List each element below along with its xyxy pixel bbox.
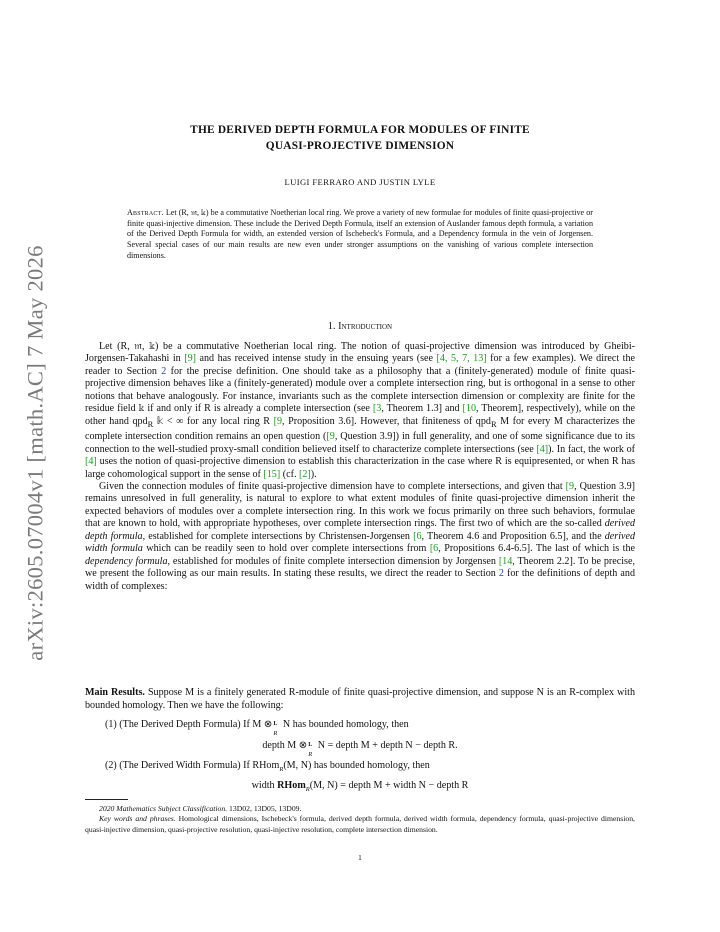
section-heading: [85, 321, 635, 332]
arxiv-stamp-text: arXiv:2605.07004v1 [math.AC] 7 May 2026: [23, 245, 48, 661]
title-line-1: THE DERIVED DEPTH FORMULA FOR MODULES OF FINITE: [190, 124, 530, 136]
footnote-rule: [85, 799, 128, 800]
citation-link[interactable]: [9]: [184, 353, 196, 365]
abstract-label: Abstract.: [127, 208, 164, 217]
citation-link[interactable]: [4, 5, 7, 13]: [436, 353, 487, 365]
main-results-text: Suppose M is a finitely generated R-module of finite quasi-projective dimension, and suppose N is an R-complex with bounded homology. Then we have the following:: [85, 687, 635, 711]
intro-paragraph-1: Let (R, 𝔪, 𝕜) be a commutative Noetherian local ring. The notion of quasi-projective dimension was introduced by Gheibi-Jorgensen-Takahashi in [9] and has received intense study in the ensuing years (see [4, 5, 7, 13] for a few examples). We direct the reader to Section 2 for the precise definition. One should take as a philosophy that a (finitely-generated) module of finite quasi-projective dimension behaves like a (finitely-generated) module over a complete intersection ring, but is orthogonal in a sense to other notions that behave analogously. For instance, invariants such as the complete intersection dimension or complexity are finite for the residue field 𝕜 if and only if R is already a complete intersection (see [3, Theorem 1.3] and [10, Theorem], respectively), while on the other hand qpd$_R$ 𝕜 < ∞ for any local ring R [9, Proposition 3.6]. However, that finiteness of qpd$_R$ M for every M characterizes the complete intersection condition remains an open question ([9, Question 3.9]) in full generality, and one of some significance due to its connection to the well-studied proxy-small condition believed itself to characterize complete intersections (see [4]). In fact, the work of [4] uses the notion of quasi-projective dimension to establish this characterization in the case where R is equipresented, or when R has large cohomological support in the sense of [15] (cf. [2]).: [85, 341, 636, 480]
main-results-statement: [85, 687, 635, 712]
intro-paragraph-2: Given the connection modules of finite quasi-projective dimension have to complete intersections, and given that [9, Question 3.9] remains unresolved in full generality, is natural to explore to what extent modules of finite quasi-projective dimension inherit the expected behaviors of modules over a complete intersection ring. In this work we focus primarily on three such behaviors, formulae that are known to hold, with appropriate hypotheses, over complete intersection rings. The first two of which are the so-called derived depth formula, established for complete intersections by Christensen-Jorgensen [6, Theorem 4.6 and Proposition 6.5], and the derived width formula which can be readily seen to hold over complete intersections from [6, Propositions 6.4-6.5]. The last of which is the dependency formula, established for modules of finite complete intersection dimension by Jorgensen [14, Theorem 2.2]. To be precise, we present the following as our main results. In stating these results, we direct the reader to Section 2 for the definitions of depth and width of complexes:: [85, 481, 636, 592]
result-item-2: (2) (The Derived Width Formula) If RHom$_R$(M, N) has bounded homology, then: [105, 760, 430, 774]
footnotes: [85, 804, 635, 835]
section-reference-link[interactable]: 2: [161, 365, 167, 377]
arxiv-identifier-stamp: [16, 245, 56, 661]
citation-link[interactable]: [14: [498, 555, 513, 567]
title-line-2: QUASI-PROJECTIVE DIMENSION: [265, 140, 455, 152]
msc-footnote: 2020 Mathematics Subject Classification. 13D02, 13D05, 13D09.: [99, 804, 302, 813]
section-reference-link[interactable]: 2: [498, 568, 504, 580]
paper-title: [85, 122, 635, 154]
citation-link[interactable]: [10: [462, 403, 476, 415]
authors: LUIGI FERRARO AND JUSTIN LYLE: [284, 177, 436, 187]
citation-link[interactable]: [2]: [299, 468, 311, 480]
citation-link[interactable]: [15]: [263, 468, 281, 480]
result-item-1: (1) (The Derived Depth Formula) If M ⊗ L R N has bounded homology, then: [105, 719, 409, 737]
main-results-label: Main Results.: [85, 687, 145, 698]
keywords-footnote: Key words and phrases. Homological dimensions, Ischebeck's formula, derived depth formula, derived width formula, dependency formula, quasi-projective dimension, quasi-injective dimension, quasi-projective resolution, quasi-injective resolution, complete intersection dimension.: [85, 814, 635, 834]
introduction-body: [85, 341, 635, 593]
derived-width-formula: width RHom$_R$(M, N) = depth M + width N − depth R: [251, 780, 469, 794]
derived-depth-formula: depth M ⊗ L R N = depth M + depth N − depth R.: [262, 740, 458, 758]
section-number: 1.: [327, 321, 336, 332]
citation-link[interactable]: [4]: [85, 456, 97, 468]
citation-link[interactable]: [3: [372, 403, 382, 415]
citation-link[interactable]: [9: [273, 415, 283, 427]
citation-link[interactable]: [9: [326, 431, 335, 443]
page-number: 1: [358, 853, 362, 862]
abstract: [127, 208, 593, 262]
abstract-text: Let (R, 𝔪, 𝕜) be a commutative Noetherian local ring. We prove a variety of new formulae for modules of finite quasi-projective or finite quasi-injective dimension. These include the Derived Depth Formula, itself an extension of Auslander famous depth formula, a variation of the Derived Depth Formula for width, an extended version of Ischebeck's Formula, and a Dependency formula in the vein of Jorgensen. Several special cases of our main results are new even under stronger assumptions on the vanishing of various complete intersection dimensions.: [127, 208, 593, 260]
citation-link[interactable]: [6: [429, 543, 439, 555]
citation-link[interactable]: [9: [565, 481, 575, 492]
section-title: Introduction: [338, 321, 393, 332]
citation-link[interactable]: [6: [413, 530, 422, 542]
citation-link[interactable]: [4]: [536, 443, 549, 455]
